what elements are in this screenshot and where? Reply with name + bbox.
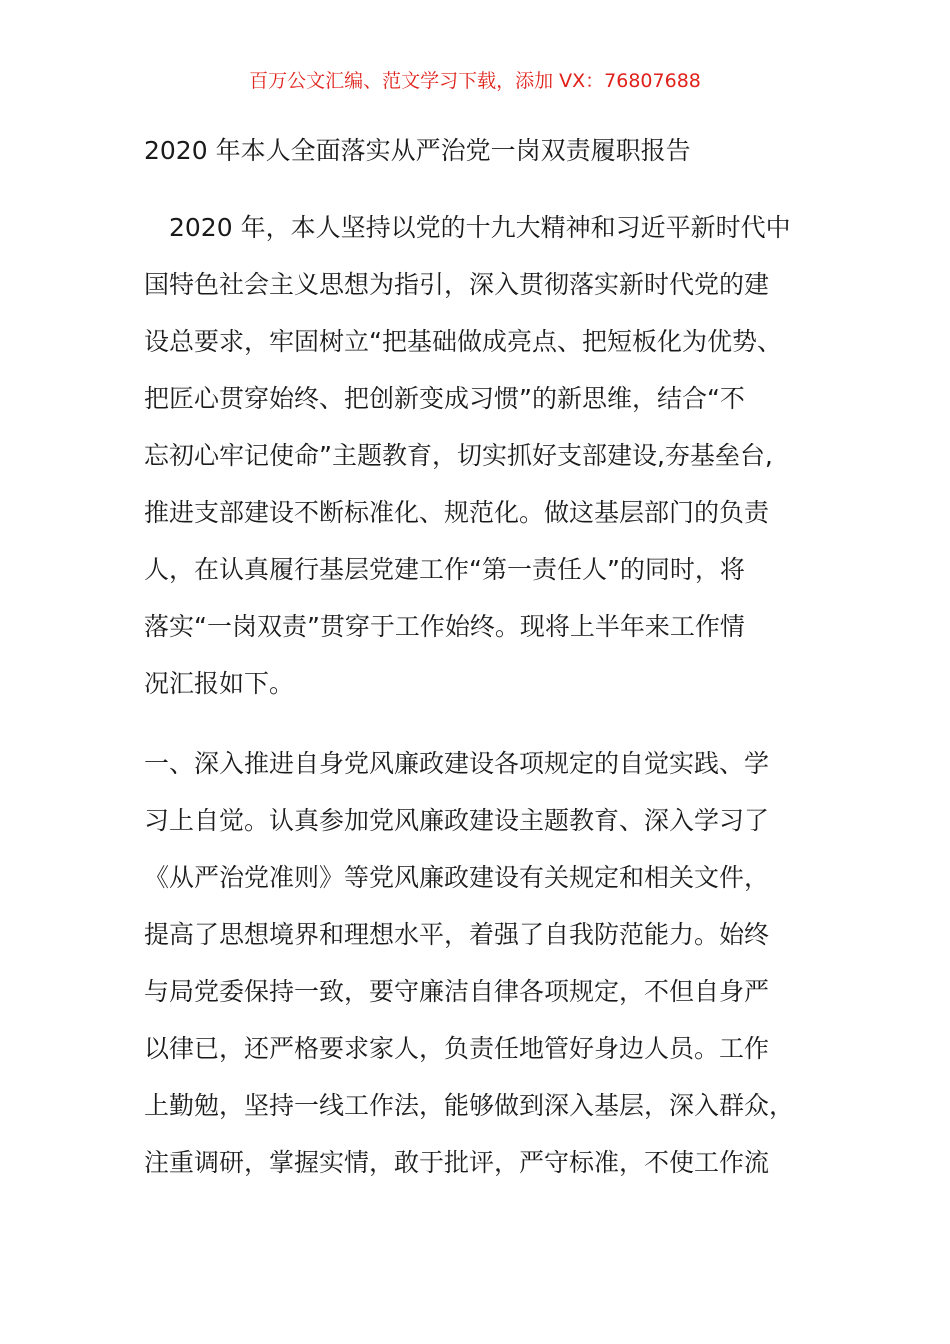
text-line: 把匠心贯穿始终、把创新变成习惯”的新思维，结合“不 xyxy=(144,384,745,413)
document-title: 2020 年本人全面落实从严治党一岗双责履职报告 xyxy=(144,136,691,165)
text-line: 注重调研，掌握实情，敢于批评，严守标准，不使工作流 xyxy=(144,1148,770,1177)
text-line: 《从严治党准则》等党风廉政建设有关规定和相关文件， xyxy=(144,863,770,892)
text-line: 习上自觉。认真参加党风廉政建设主题教育、深入学习了 xyxy=(144,806,770,835)
text-line: 设总要求，牢固树立“把基础做成亮点、把短板化为优势、 xyxy=(144,327,782,356)
text-line: 以律已，还严格要求家人，负责任地管好身边人员。工作 xyxy=(144,1034,770,1063)
text-line: 况汇报如下。 xyxy=(144,669,295,698)
body-paragraph xyxy=(144,199,809,712)
text-line: 与局党委保持一致，要守廉洁自律各项规定，不但自身严 xyxy=(144,977,770,1006)
header-notice: 百万公文汇编、范文学习下载，添加 VX：76807688 xyxy=(249,70,701,92)
text-line: 一、深入推进自身党风廉政建设各项规定的自觉实践、学 xyxy=(144,749,770,778)
body-paragraph xyxy=(144,735,809,1191)
text-line: 国特色社会主义思想为指引，深入贯彻落实新时代党的建 xyxy=(144,270,770,299)
text-line: 忘初心牢记使命”主题教育，切实抓好支部建设,夯基垒台, xyxy=(144,441,773,470)
text-line: 推进支部建设不断标准化、规范化。做这基层部门的负责 xyxy=(144,498,770,527)
text-line: 落实“一岗双责”贯穿于工作始终。现将上半年来工作情 xyxy=(144,612,745,641)
text-line: 2020 年，本人坚持以党的十九大精神和习近平新时代中 xyxy=(144,213,791,242)
text-line: 提高了思想境界和理想水平，着强了自我防范能力。始终 xyxy=(144,920,770,949)
text-line: 人，在认真履行基层党建工作“第一责任人”的同时，将 xyxy=(144,555,745,584)
text-line: 上勤勉，坚持一线工作法，能够做到深入基层，深入群众， xyxy=(144,1091,795,1120)
